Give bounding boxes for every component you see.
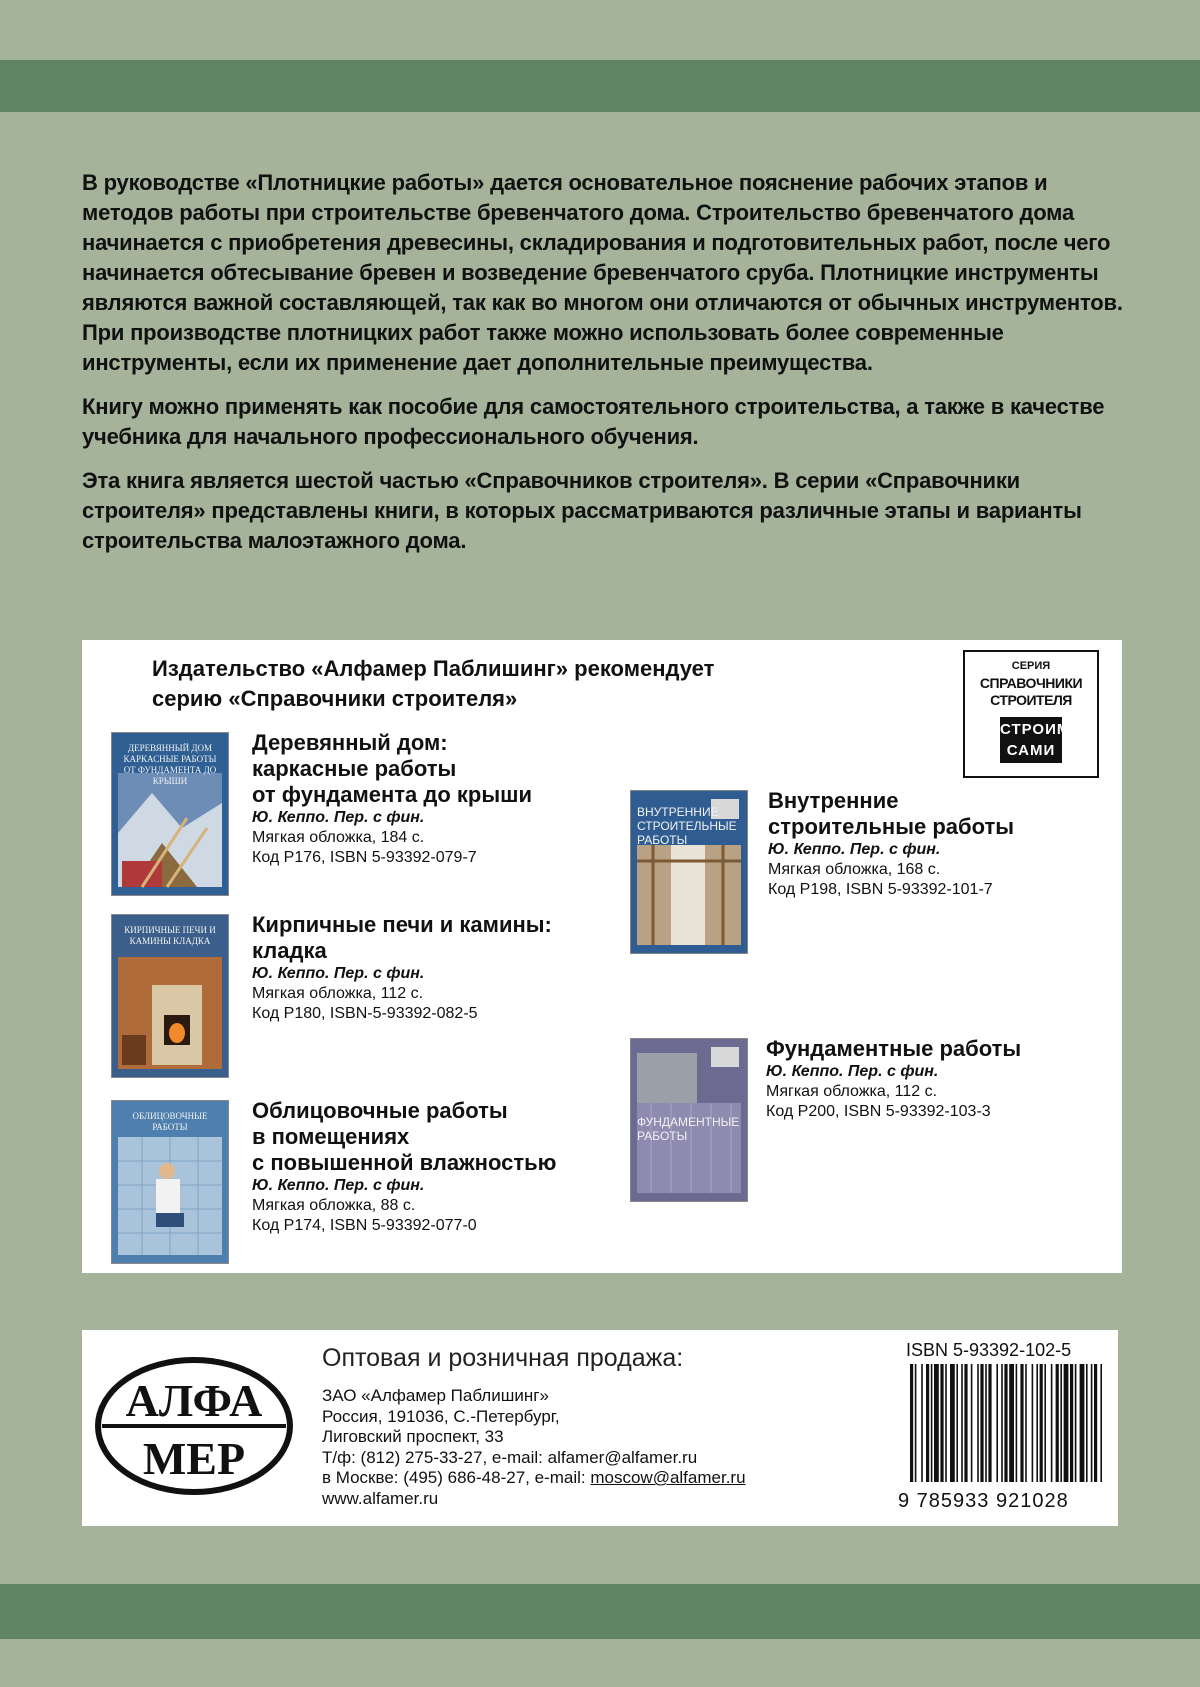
- barcode-bar: [1091, 1364, 1093, 1482]
- book-cover-3-title: ОБЛИЦОВОЧНЫЕ РАБОТЫ: [132, 1111, 208, 1132]
- barcode-bar: [950, 1364, 955, 1482]
- book-1-title-line-1: Деревянный дом:: [252, 730, 448, 755]
- barcode-bar: [980, 1364, 983, 1482]
- contact-moscow: [322, 1468, 746, 1489]
- book-1-title-line-2: каркасные работы: [252, 756, 457, 781]
- book-4-author: Ю. Кеппо. Пер. с фин.: [768, 841, 941, 858]
- book-4-title-line-1: Внутренние: [768, 788, 899, 813]
- series-logo-badge-line-2: САМИ: [1006, 742, 1056, 759]
- book-5-author: Ю. Кеппо. Пер. с фин.: [766, 1063, 939, 1080]
- contact-moscow-phone: в Москве: (495) 686-48-27, e-mail:: [322, 1468, 586, 1487]
- book-4-title-line-2: строительные работы: [768, 814, 1015, 839]
- series-logo-label: СЕРИЯ: [1011, 660, 1051, 672]
- barcode-bar: [996, 1364, 998, 1482]
- description-paragraph-3: Эта книга является шестой частью «Справочников строителя». В серии «Справочники строителя» представлены книги, в которых рассматриваются различные этапы и варианты строительства малоэтажного дома.: [82, 468, 1082, 553]
- book-cover-1-title: ДЕРЕВЯННЫЙ ДОМ КАРКАСНЫЕ РАБОТЫ ОТ ФУНДАМЕНТА ДО КРЫШИ: [123, 743, 217, 786]
- sales-heading: Оптовая и розничная продажа:: [322, 1344, 684, 1372]
- barcode-bar: [1070, 1364, 1073, 1482]
- barcode-bar: [977, 1364, 979, 1482]
- publisher-logo-line-2: МЕР: [142, 1433, 246, 1484]
- barcode-bar: [926, 1364, 929, 1482]
- publisher-logo-line-1: АЛФА: [125, 1375, 263, 1426]
- book-4-binding: Мягкая обложка, 168 с.: [768, 861, 941, 878]
- barcode-bar: [1040, 1364, 1043, 1482]
- book-cover-2-title: КИРПИЧНЫЕ ПЕЧИ И КАМИНЫ КЛАДКА: [124, 925, 216, 946]
- book-2-code: Код Р180, ISBN-5-93392-082-5: [252, 1005, 478, 1022]
- barcode-bar: [961, 1364, 963, 1482]
- barcode-bar: [1056, 1364, 1059, 1482]
- barcode-bar: [940, 1364, 943, 1482]
- book-5-info: [766, 1036, 1106, 1122]
- barcode-bar: [1016, 1364, 1018, 1482]
- publisher-footer: [82, 1330, 1118, 1526]
- book-3-title-line-2: в помещениях: [252, 1124, 410, 1149]
- contact-street: Лиговский проспект, 33: [322, 1427, 504, 1446]
- barcode-bar: [1020, 1364, 1023, 1482]
- book-2-info: [252, 912, 622, 1024]
- barcode-bar: [945, 1364, 947, 1482]
- book-cover-4-title: ВНУТРЕННИЕ СТРОИТЕЛЬНЫЕ РАБОТЫ: [637, 805, 737, 847]
- book-3-title-line-1: Облицовочные работы: [252, 1098, 508, 1123]
- barcode-bar: [1051, 1364, 1053, 1482]
- description-paragraph-2: Книгу можно применять как пособие для самостоятельного строительства, а также в качестве учебника для начального профессионального обучения.: [82, 394, 1105, 449]
- book-1-code: Код Р176, ISBN 5-93392-079-7: [252, 849, 477, 866]
- book-1-binding: Мягкая обложка, 184 с.: [252, 829, 425, 846]
- promo-heading-line-1: Издательство «Алфамер Паблишинг» рекомендует: [152, 656, 715, 681]
- book-2-binding: Мягкая обложка, 112 с.: [252, 985, 424, 1002]
- barcode-bar: [915, 1364, 917, 1482]
- book-cover-5-title: ФУНДАМЕНТНЫЕ РАБОТЫ: [637, 1115, 740, 1143]
- barcode-bar: [1075, 1364, 1077, 1482]
- series-logo: [963, 650, 1099, 778]
- book-5-code: Код Р200, ISBN 5-93392-103-3: [766, 1103, 991, 1120]
- book-5-title-line-1: Фундаментные работы: [766, 1036, 1022, 1061]
- book-cover-3: [111, 1100, 229, 1264]
- book-4-code: Код Р198, ISBN 5-93392-101-7: [768, 881, 993, 898]
- barcode-bar: [1080, 1364, 1085, 1482]
- book-3-binding: Мягкая обложка, 88 с.: [252, 1197, 416, 1214]
- top-color-band: [0, 60, 1200, 112]
- book-1-title-line-3: от фундамента до крыши: [252, 782, 532, 807]
- book-4-title: [768, 788, 1108, 840]
- book-3-info: [252, 1098, 622, 1236]
- isbn-label: ISBN 5-93392-102-5: [906, 1340, 1072, 1360]
- publisher-logo: [94, 1356, 294, 1496]
- barcode-bar: [956, 1364, 958, 1482]
- book-3-title: [252, 1098, 622, 1176]
- barcode-bar: [934, 1364, 939, 1482]
- barcode-bar: [1004, 1364, 1007, 1482]
- barcode-bar: [1001, 1364, 1003, 1482]
- barcode-bar: [1044, 1364, 1046, 1482]
- barcode-bar: [964, 1364, 967, 1482]
- barcode-bar: [1100, 1364, 1102, 1482]
- contact-phone-email: Т/ф: (812) 275-33-27, e-mail: alfamer@alfamer.ru: [322, 1447, 698, 1467]
- book-cover-1: [111, 732, 229, 896]
- book-1-info: [252, 730, 622, 868]
- book-2-title-line-1: Кирпичные печи и камины:: [252, 912, 552, 937]
- barcode-bar: [1032, 1364, 1034, 1482]
- contact-city: Россия, 191036, С.-Петербург,: [322, 1406, 560, 1426]
- description-paragraph-1: В руководстве «Плотницкие работы» дается основательное пояснение рабочих этапов и методов работы при строительстве бревенчатого дома. Строительство бревенчатого дома начинается с приобретения древесины, складирования и подготовительных работ, после чего начинается обтесывание бревен и возведение бревенчатого сруба. Плотницкие инструменты являются важной составляющей, так как во многом они отличаются от обычных инструментов. При производстве плотницких работ также можно использовать более современные инструменты, если их применение дает дополнительные преимущества.: [82, 170, 1123, 375]
- barcode-bar: [921, 1364, 923, 1482]
- book-5-binding: Мягкая обложка, 112 с.: [766, 1083, 938, 1100]
- series-logo-name-line-1: СПРАВОЧНИКИ: [979, 675, 1083, 691]
- barcode-bar: [985, 1364, 987, 1482]
- book-4-info: [768, 788, 1108, 900]
- barcode-bar: [910, 1364, 913, 1482]
- website-link[interactable]: www.alfamer.ru: [322, 1488, 439, 1508]
- barcode-number: 9 785933 921028: [898, 1490, 1069, 1512]
- book-5-title: [766, 1036, 1106, 1062]
- book-2-title: [252, 912, 622, 964]
- barcode-bar: [931, 1364, 933, 1482]
- book-cover-2: [111, 914, 229, 1078]
- barcode-bar: [1025, 1364, 1027, 1482]
- book-1-author: Ю. Кеппо. Пер. с фин.: [252, 809, 425, 826]
- moscow-email-link[interactable]: moscow@alfamer.ru: [590, 1468, 746, 1487]
- barcode-bar: [1094, 1364, 1097, 1482]
- isbn-barcode: [908, 1364, 1106, 1482]
- book-3-title-line-3: с повышенной влажностью: [252, 1150, 557, 1175]
- book-3-code: Код Р174, ISBN 5-93392-077-0: [252, 1217, 477, 1234]
- barcode-bar: [1060, 1364, 1062, 1482]
- series-logo-badge: [1000, 717, 1071, 763]
- book-3-author: Ю. Кеппо. Пер. с фин.: [252, 1177, 425, 1194]
- series-logo-name-line-2: СТРОИТЕЛЯ: [990, 692, 1072, 708]
- book-2-author: Ю. Кеппо. Пер. с фин.: [252, 965, 425, 982]
- series-promo-panel: [82, 640, 1122, 1273]
- contact-company: ЗАО «Алфамер Паблишинг»: [322, 1386, 549, 1405]
- barcode-bar: [1086, 1364, 1088, 1482]
- barcode-bar: [971, 1364, 973, 1482]
- book-description: [82, 168, 1142, 570]
- book-1-title: [252, 730, 622, 808]
- series-logo-name: [965, 675, 1097, 709]
- promo-heading-line-2: серию «Справочники строителя»: [152, 686, 518, 711]
- book-cover-4: [630, 790, 748, 954]
- series-logo-badge-line-1: СТРОИМ: [1000, 721, 1071, 738]
- book-2-title-line-2: кладка: [252, 938, 327, 963]
- barcode-bar: [1036, 1364, 1038, 1482]
- bottom-color-band: [0, 1584, 1200, 1639]
- promo-heading: [152, 654, 852, 714]
- barcode-bar: [1009, 1364, 1014, 1482]
- barcode-bar: [988, 1364, 991, 1482]
- book-cover-5: [630, 1038, 748, 1202]
- barcode-bar: [1064, 1364, 1069, 1482]
- publisher-contacts: [322, 1386, 746, 1509]
